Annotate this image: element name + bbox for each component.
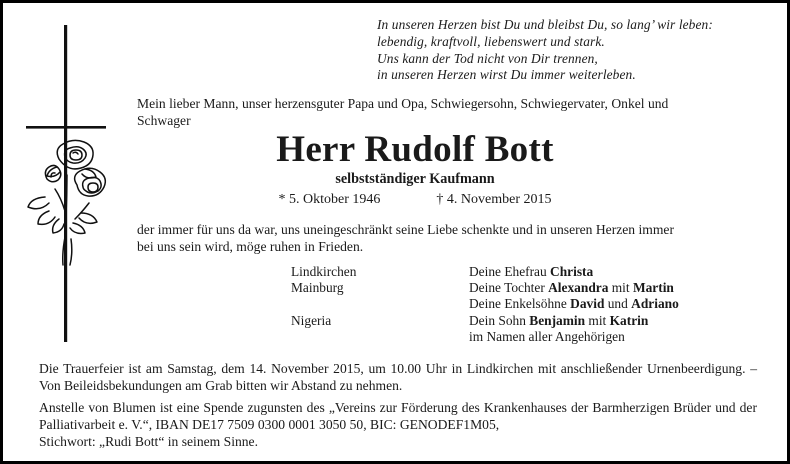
table-row: [291, 313, 721, 329]
tribute-text: der immer für uns da war, uns uneingeschränkt seine Liebe schenkte und in unseren Herzen immer bei uns sein wird, möge ruhen in Frieden.: [137, 222, 674, 254]
mourner-place: Lindkirchen: [291, 264, 357, 279]
mourner-names: [469, 264, 721, 280]
donation-text: Anstelle von Blumen ist eine Spende zugunsten des „Vereins zur Förderung des Krankenhauses der Barmherzigen Brüder und der Palliativarbeit e. V.“, IBAN DE17 7509 0300 0001 3050 50, BIC: GENODEF1M05,: [39, 400, 757, 432]
mourner-place: Mainburg: [291, 280, 344, 296]
intro-text: Mein lieber Mann, unser herzensguter Papa und Opa, Schwiegersohn, Schwiegervater, Onkel und Schwager: [137, 96, 669, 128]
poem: [377, 17, 777, 84]
conjunction: mit: [585, 312, 610, 328]
relation-label: Deine Ehefrau: [469, 264, 551, 279]
mourner-place: [291, 329, 469, 345]
conjunction: mit: [608, 280, 633, 296]
notice-inner: [3, 3, 787, 461]
mourner-names: [469, 280, 721, 296]
donation-request: [39, 399, 757, 450]
mourners-table: [291, 264, 721, 345]
poem-line: in unseren Herzen wirst Du immer weiterleben.: [377, 67, 636, 83]
life-dates: [137, 191, 693, 209]
mourner-place: [291, 296, 469, 312]
service-details: Die Trauerfeier ist am Samstag, dem 14. November 2015, um 10.00 Uhr in Lindkirchen mit anschließender Urnenbeerdigung. – Von Beileidsbekundungen am Grab bitten wir Abstand zu nehmen.: [39, 361, 757, 393]
mourner-name: Christa: [550, 264, 594, 279]
profession: selbstständiger Kaufmann: [335, 171, 495, 187]
mourner-names: [469, 313, 721, 329]
poem-line: Uns kann der Tod nicht von Dir trennen,: [377, 50, 598, 66]
cross-with-roses-emblem: [15, 7, 135, 352]
cross-icon: [15, 7, 135, 352]
table-row: [291, 264, 721, 280]
mourner-names: [469, 296, 721, 312]
mourner-name: Katrin: [609, 312, 649, 328]
poem-line: lebendig, kraftvoll, liebenswert und stark.: [377, 33, 605, 49]
table-row: [291, 296, 721, 312]
table-row: [291, 280, 721, 296]
table-row: [291, 329, 721, 345]
mourner-name: Martin: [632, 280, 674, 296]
donation-keyword: Stichwort: „Rudi Bott“ in seinem Sinne.: [39, 434, 258, 449]
relation-label: Dein Sohn: [469, 312, 530, 328]
death-date: † 4. November 2015: [436, 192, 552, 207]
birth-date: * 5. Oktober 1946: [278, 192, 381, 207]
deceased-name: Herr Rudolf Bott: [276, 129, 554, 170]
relation-label: im Namen aller Angehörigen: [469, 328, 625, 344]
mourners-block: [291, 264, 721, 345]
relation-label: Deine Enkelsöhne: [469, 296, 571, 312]
poem-line: In unseren Herzen bist Du und bleibst Du, so lang’ wir leben:: [377, 17, 713, 32]
mourner-name: Alexandra: [548, 280, 609, 296]
mourner-place: Nigeria: [291, 312, 332, 328]
mourner-name: David: [570, 296, 605, 312]
relation-label: Deine Tochter: [469, 280, 549, 296]
mourner-names: [469, 329, 721, 345]
mourner-name: Benjamin: [529, 312, 586, 328]
mourner-name: Adriano: [631, 296, 679, 312]
conjunction: und: [604, 296, 632, 312]
